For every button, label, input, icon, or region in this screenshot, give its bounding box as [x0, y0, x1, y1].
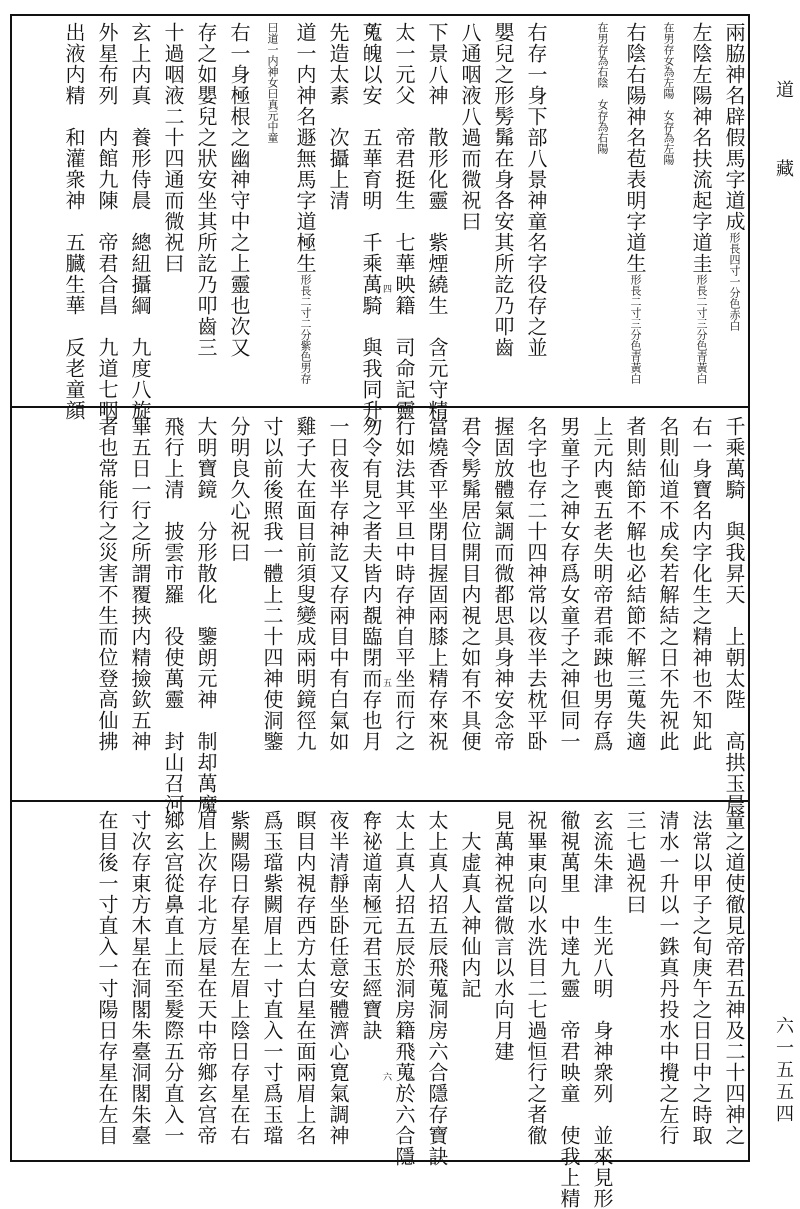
column-text: 飛行上清 披雲市羅 役使萬靈 封山召河 [161, 416, 185, 815]
text-column [161, 810, 184, 1146]
folio-number: 四 [381, 284, 391, 293]
folio-number: 五 [381, 678, 391, 687]
text-column [491, 810, 514, 1062]
column-text: 爲玉璫紫闕眉上一寸直入一寸爲玉璫 [260, 810, 284, 1146]
folio-number: 六 [381, 1072, 391, 1081]
text-column [590, 810, 613, 1209]
text-column [491, 22, 514, 358]
column-text: 嬰兒之形髣髴在身各安其所訖乃叩齒 [491, 22, 515, 358]
text-column [524, 416, 547, 752]
column-text: 右陰右陽神名苞表明字道生 [623, 22, 647, 274]
text-column [590, 22, 614, 154]
text-column [161, 22, 184, 274]
text-column [128, 22, 151, 421]
text-column [656, 810, 679, 1146]
text-column [425, 416, 448, 752]
column-text: 見萬神祝當微言以水向月建 [491, 810, 515, 1062]
text-column [326, 416, 349, 752]
text-panel-bottom [10, 800, 750, 1209]
margin-title: 道 藏 [773, 80, 794, 197]
text-column [260, 810, 283, 1146]
seam-mark [366, 24, 375, 33]
column-text: 十過咽液二十四通而微祝曰 [161, 22, 185, 274]
text-column [62, 22, 85, 421]
column-text: 出液内精 和灌衆神 五臓生華 反老童顔 [62, 22, 86, 421]
text-column [656, 22, 680, 165]
column-text: 下景八神 散形化靈 紫煙繞生 含元守精 [425, 22, 449, 421]
column-text: 童之道使徹見帝君五神及二十四神之 [722, 810, 746, 1146]
text-column [722, 810, 745, 1146]
column-text: 男童子之神女存爲女童子之神但同一 [557, 416, 581, 752]
column-text: 上元内喪五老失明帝君乖踈也男存爲 [590, 416, 614, 752]
text-column [392, 22, 415, 421]
column-text: 分明良久心祝曰 [227, 416, 251, 563]
column-text: 握固放體氣調而微都思具身神安念帝 [491, 416, 515, 752]
text-column [491, 416, 514, 752]
column-text: 祝畢東向以水洗目二七過恒行之者徹 [524, 810, 548, 1146]
text-column [128, 416, 151, 752]
column-text: 眉上次存北方辰星在天中帝鄉玄宫帝 [194, 810, 218, 1146]
interlinear-note: 在男存女為左陽 女存為左陽 [662, 22, 675, 165]
column-text: 三七過祝曰 [623, 810, 647, 915]
text-column [722, 416, 745, 815]
interlinear-note: 形長二寸三分色青黃白 [629, 274, 642, 384]
text-column [557, 810, 580, 1209]
text-column [359, 22, 382, 421]
interlinear-note: 曰道一内神女曰真元中童 [266, 22, 279, 143]
text-column [227, 22, 250, 358]
text-column [95, 810, 118, 1146]
column-text: 名則仙道不成矣若解結之日不先祝此 [656, 416, 680, 752]
column-text: 一日夜半存神訖又存兩目中有白氣如 [326, 416, 350, 752]
text-column [458, 810, 481, 999]
text-column [689, 22, 713, 384]
column-text: 當燒香平坐閉目握固兩膝上精存來祝 [425, 416, 449, 752]
column-text: 者則結節不解也必結節不解三蒐失適 [623, 416, 647, 752]
text-column [326, 810, 349, 1146]
text-column [359, 416, 382, 752]
seam-mark [366, 812, 375, 821]
text-column [359, 810, 382, 1041]
text-column [227, 416, 250, 563]
column-text: 太一元父 帝君挺生 七華映籍 司命記靈 [392, 22, 416, 421]
seam-mark [366, 418, 375, 427]
column-text: 左陰左陽神名扶流起字道圭 [689, 22, 713, 274]
text-column [656, 416, 679, 752]
column-text: 存祕道南極元君玉經寶訣 [359, 810, 383, 1041]
column-text: 先造太素 次攝上清 [326, 22, 350, 211]
column-text: 名字也存二十四神常以夜半去枕平卧 [524, 416, 548, 752]
column-text: 道一内神名遯無馬字道極生 [293, 22, 317, 274]
column-text: 法常以甲子之旬庚午之日日中之時取 [689, 810, 713, 1146]
column-text: 太上真人招五辰於洞房籍飛蒐於六合隱 [392, 810, 416, 1167]
text-column [623, 416, 646, 752]
text-column [293, 810, 316, 1146]
text-column [458, 22, 481, 232]
text-column [194, 810, 217, 1146]
interlinear-note: 在男存為右陰 女存為右陽 [596, 22, 609, 154]
text-column [194, 22, 217, 358]
column-text: 外星布列 内館九陳 帝君合昌 九道七咽 [95, 22, 119, 421]
text-column [524, 22, 547, 358]
column-text: 勿令有見之者夫皆内覩臨閉而存也月 [359, 416, 383, 752]
text-panel-middle [10, 406, 750, 815]
text-column [425, 22, 448, 421]
text-column [260, 22, 284, 143]
text-column [95, 416, 118, 752]
text-column [293, 416, 316, 752]
text-column [623, 810, 646, 915]
column-text: 瞑目内視存西方太白星在面兩眉上名 [293, 810, 317, 1146]
interlinear-note: 形長二寸三分色青黃白 [695, 274, 708, 384]
text-column [623, 22, 647, 384]
text-column [128, 810, 151, 1146]
column-text: 八通咽液八過而微祝曰 [458, 22, 482, 232]
interlinear-note: 形長四寸一分色赤白 [728, 232, 741, 331]
text-column [524, 810, 547, 1146]
column-text: 千乘萬騎 與我昇天 上朝太陛 高拱玉晨 [722, 416, 746, 815]
text-column [722, 22, 746, 331]
column-text: 太上真人招五辰飛蒐洞房六合隱存寶訣 [425, 810, 449, 1167]
column-text: 兩脇神名辟假馬字道成 [722, 22, 746, 232]
column-text: 鄉玄宫從鼻直上而至髮際五分直入一 [161, 810, 185, 1146]
text-column [689, 810, 712, 1146]
margin-page-number: 六一五五四 [773, 1016, 794, 1126]
column-text: 蒐魄以安 五華育明 千乘萬騎 與我同升 [359, 22, 383, 421]
column-text: 玄上内真 養形侍晨 總紐攝綱 九度八旋 [128, 22, 152, 421]
text-column [95, 22, 118, 421]
text-column [458, 416, 481, 752]
column-text: 者也常能行之災害不生而位登高仙拂 [95, 416, 119, 752]
column-text: 大虚真人神仙内記 [458, 810, 482, 999]
text-column [227, 810, 250, 1146]
text-column [557, 416, 580, 752]
text-column [260, 416, 283, 752]
column-text: 右一身極根之幽神守中之上靈也次又 [227, 22, 251, 358]
column-text: 行如法其平旦中時存神自平坐而行之 [392, 416, 416, 752]
column-text: 寸次存東方木星在洞閣朱臺洞閣朱臺 [128, 810, 152, 1146]
column-text: 君令髣髴居位開目内視之如有不具便 [458, 416, 482, 752]
column-text: 大明寶鏡 分形散化 鑒朗元神 制却萬魔 [194, 416, 218, 815]
column-text: 玄流朱津 生光八明 身神衆列 並來見形 [590, 810, 614, 1209]
column-text: 寸以前後照我一體上二十四神使洞鑒 [260, 416, 284, 752]
text-column [161, 416, 184, 815]
text-column [689, 416, 712, 752]
text-column [326, 22, 349, 211]
column-text: 紫闕陽日存星在左眉上陰日存星在右 [227, 810, 251, 1146]
text-column [194, 416, 217, 815]
column-text: 存之如嬰兒之狀安坐其所訖乃叩齒三 [194, 22, 218, 358]
text-column [392, 416, 415, 752]
interlinear-note: 形長二寸二分紫色男存 [299, 274, 312, 384]
column-text: 右一身寶名内字化生之精神也不知此 [689, 416, 713, 752]
column-text: 夜半清靜坐卧任意安體濟心寛氣調神 [326, 810, 350, 1146]
text-panel-top [10, 14, 750, 421]
column-text: 徹視萬里 中達九靈 帝君映童 使我上精 [557, 810, 581, 1209]
text-column [293, 22, 317, 384]
column-text: 畢五日一行之所謂覆挾内精撿欽五神 [128, 416, 152, 752]
column-text: 清水一升以一銖真丹投水中攪之左行 [656, 810, 680, 1146]
text-column [425, 810, 448, 1167]
text-column [590, 416, 613, 752]
column-text: 在目後一寸直入一寸陽日存星在左目 [95, 810, 119, 1146]
column-text: 雞子大在面目前須叟變成兩明鏡徑九 [293, 416, 317, 752]
column-text: 右存一身下部八景神童名字役存之並 [524, 22, 548, 358]
text-column [392, 810, 415, 1167]
